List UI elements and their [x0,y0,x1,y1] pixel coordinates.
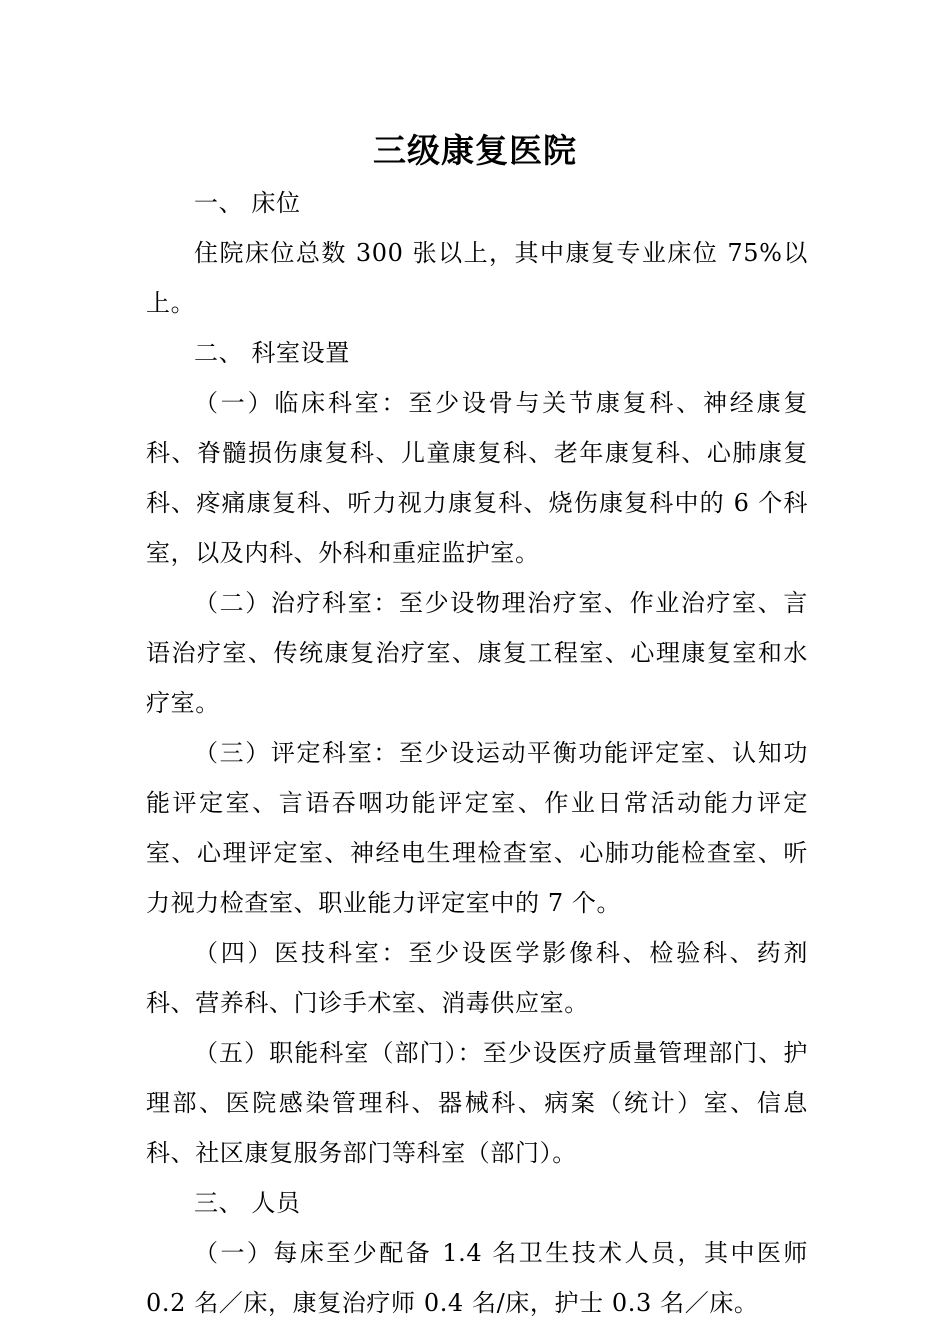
paragraph-functional-departments: （五）职能科室（部门）：至少设医疗质量管理部门、护理部、医院感染管理科、器械科、病案（统计）室、信息科、社区康复服务部门等科室（部门）。 [146,1039,808,1167]
page-title: 三级康复医院 [373,131,577,170]
paragraph-clinical-departments: （一）临床科室：至少设骨与关节康复科、神经康复科、脊髓损伤康复科、儿童康复科、老年康复科、心肺康复科、疼痛康复科、听力视力康复科、烧伤康复科中的 6 个科室，以及内科、外科和重症监护室。 [146,389,808,567]
section-heading-beds: 一、 床位 [194,189,301,217]
paragraph-assessment-departments: （三）评定科室：至少设运动平衡功能评定室、认知功能评定室、言语吞咽功能评定室、作业日常活动能力评定室、心理评定室、神经电生理检查室、心肺功能检查室、听力视力检查室、职业能力评定室中的 7 个。 [146,739,808,917]
paragraph-beds: 住院床位总数 300 张以上，其中康复专业床位 75%以上。 [146,239,808,317]
paragraph-medical-technology-departments: （四）医技科室：至少设医学影像科、检验科、药剂科、营养科、门诊手术室、消毒供应室。 [146,939,808,1017]
document-body [146,178,808,1328]
paragraph-staff-ratio: （一）每床至少配备 1.4 名卫生技术人员，其中医师 0.2 名／床，康复治疗师 0.4 名/床，护士 0.3 名／床。 [146,1239,808,1317]
paragraph-treatment-departments: （二）治疗科室：至少设物理治疗室、作业治疗室、言语治疗室、传统康复治疗室、康复工程室、心理康复室和水疗室。 [146,589,808,717]
section-heading-departments: 二、 科室设置 [194,339,350,367]
section-heading-staff: 三、 人员 [194,1189,301,1217]
